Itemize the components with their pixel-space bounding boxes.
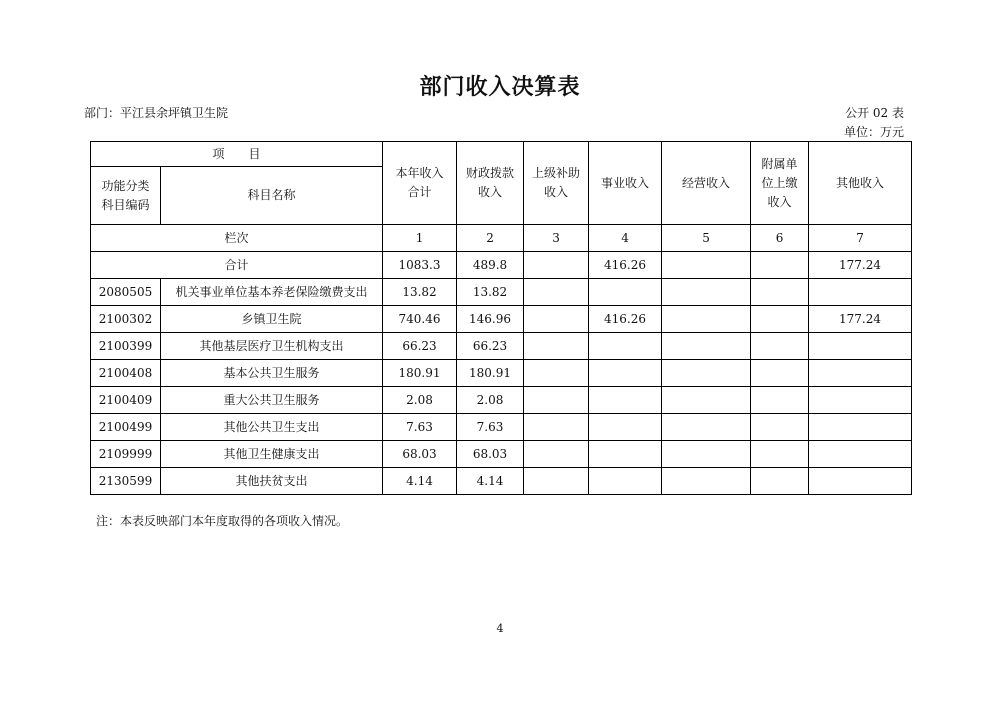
amount-cell [662,387,751,414]
table-row [91,414,912,441]
total-label: 合计 [91,252,383,279]
column-number: 2 [457,225,524,252]
amount-cell [524,387,589,414]
amount-cell: 4.14 [457,468,524,495]
total-value [751,252,809,279]
amount-cell [589,360,662,387]
form-code: 公开 02 表 [845,106,904,120]
amount-cell [809,414,912,441]
amount-cell [589,468,662,495]
header-fiscal: 财政拨款 收入 [457,142,524,225]
amount-cell [589,441,662,468]
amount-cell: 66.23 [457,333,524,360]
department-label: 部门：平江县余坪镇卫生院 [84,106,229,120]
function-code: 2109999 [91,441,161,468]
amount-cell [751,333,809,360]
unit-label: 单位：万元 [843,125,904,139]
total-value: 1083.3 [383,252,457,279]
subject-name: 其他公共卫生支出 [161,414,383,441]
amount-cell [751,468,809,495]
amount-cell [524,468,589,495]
header-operating: 经营收入 [662,142,751,225]
amount-cell [662,441,751,468]
total-value: 416.26 [589,252,662,279]
subject-name: 其他卫生健康支出 [161,441,383,468]
table-row [91,387,912,414]
footnote: 注：本表反映部门本年度取得的各项收入情况。 [96,514,349,528]
column-number-row [91,225,912,252]
function-code: 2100399 [91,333,161,360]
total-value: 177.24 [809,252,912,279]
table-row [91,279,912,306]
amount-cell [809,468,912,495]
header-other: 其他收入 [809,142,912,225]
function-code: 2100302 [91,306,161,333]
amount-cell [751,279,809,306]
amount-cell: 66.23 [383,333,457,360]
amount-cell: 146.96 [457,306,524,333]
amount-cell [524,333,589,360]
amount-cell [809,387,912,414]
header-func-code: 功能分类 科目编码 [91,167,161,225]
subject-name: 机关事业单位基本养老保险缴费支出 [161,279,383,306]
amount-cell: 7.63 [383,414,457,441]
amount-cell [751,387,809,414]
amount-cell [751,441,809,468]
amount-cell [524,441,589,468]
amount-cell: 68.03 [383,441,457,468]
total-row [91,252,912,279]
amount-cell: 416.26 [589,306,662,333]
header-affiliated: 附属单 位上缴 收入 [751,142,809,225]
amount-cell [809,360,912,387]
amount-cell [662,333,751,360]
amount-cell [589,414,662,441]
header-item: 项 目 [91,142,383,167]
column-number: 5 [662,225,751,252]
amount-cell [809,441,912,468]
amount-cell [662,414,751,441]
subject-name: 乡镇卫生院 [161,306,383,333]
table-row [91,306,912,333]
amount-cell [809,279,912,306]
amount-cell: 2.08 [383,387,457,414]
column-number: 1 [383,225,457,252]
table-row [91,360,912,387]
function-code: 2100408 [91,360,161,387]
amount-cell [589,279,662,306]
amount-cell [809,333,912,360]
function-code: 2100499 [91,414,161,441]
header-business: 事业收入 [589,142,662,225]
amount-cell: 180.91 [457,360,524,387]
amount-cell [524,414,589,441]
total-value [524,252,589,279]
income-table [90,141,912,495]
amount-cell: 177.24 [809,306,912,333]
amount-cell [662,360,751,387]
table-row [91,441,912,468]
header-total: 本年收入 合计 [383,142,457,225]
amount-cell [524,279,589,306]
function-code: 2130599 [91,468,161,495]
function-code: 2080505 [91,279,161,306]
function-code: 2100409 [91,387,161,414]
amount-cell [524,306,589,333]
amount-cell [589,333,662,360]
subject-name: 其他基层医疗卫生机构支出 [161,333,383,360]
subject-name: 基本公共卫生服务 [161,360,383,387]
column-number: 3 [524,225,589,252]
amount-cell [589,387,662,414]
amount-cell: 68.03 [457,441,524,468]
amount-cell: 13.82 [457,279,524,306]
amount-cell: 2.08 [457,387,524,414]
page-number: 4 [496,622,504,635]
page-title: 部门收入决算表 [419,75,581,100]
total-value [662,252,751,279]
column-number: 6 [751,225,809,252]
amount-cell [751,414,809,441]
amount-cell [662,279,751,306]
header-subject-name: 科目名称 [161,167,383,225]
amount-cell: 740.46 [383,306,457,333]
subject-name: 重大公共卫生服务 [161,387,383,414]
amount-cell: 180.91 [383,360,457,387]
amount-cell: 7.63 [457,414,524,441]
column-number-label: 栏次 [91,225,383,252]
amount-cell [751,360,809,387]
amount-cell [662,468,751,495]
column-number: 4 [589,225,662,252]
column-number: 7 [809,225,912,252]
amount-cell: 13.82 [383,279,457,306]
amount-cell [751,306,809,333]
amount-cell [524,360,589,387]
amount-cell: 4.14 [383,468,457,495]
subject-name: 其他扶贫支出 [161,468,383,495]
table-row [91,333,912,360]
table-row [91,468,912,495]
total-value: 489.8 [457,252,524,279]
amount-cell [662,306,751,333]
header-superior: 上级补助 收入 [524,142,589,225]
